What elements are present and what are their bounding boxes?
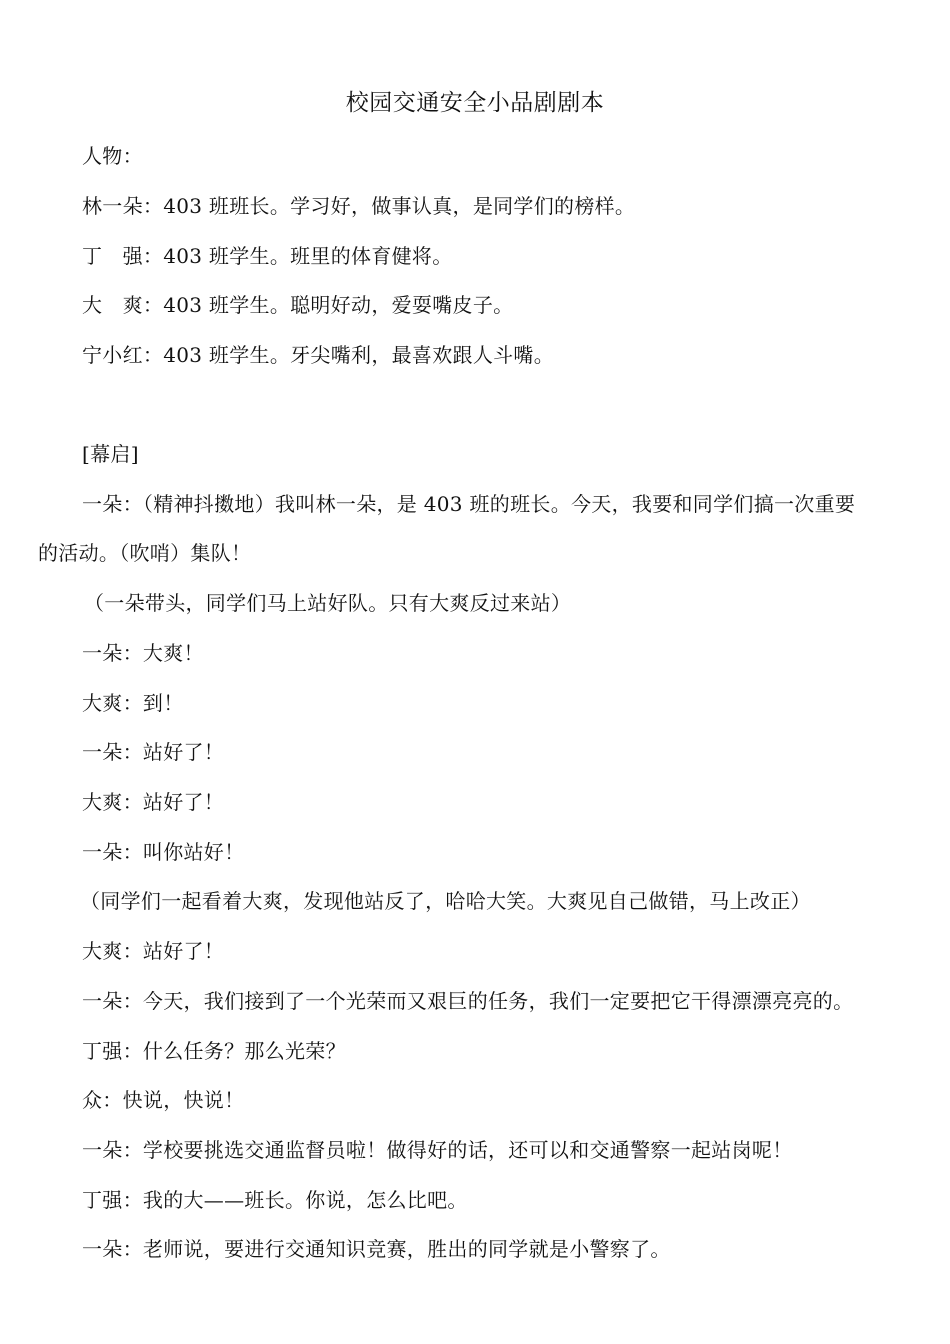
dialogue-continuation: 的活动。（吹哨）集队！ bbox=[38, 541, 252, 565]
character-line: 丁 强：403 班学生。班里的体育健将。 bbox=[82, 244, 453, 268]
dialogue-line: 一朵：大爽！ bbox=[82, 641, 204, 665]
stage-direction: （一朵带头，同学们马上站好队。只有大爽反过来站） bbox=[84, 591, 572, 615]
dialogue-line: 丁强：什么任务？那么光荣？ bbox=[82, 1039, 346, 1063]
character-line: 宁小红：403 班学生。牙尖嘴利，最喜欢跟人斗嘴。 bbox=[82, 343, 555, 367]
dialogue-line: 一朵：叫你站好！ bbox=[82, 840, 245, 864]
dialogue-line: 一朵：（精神抖擞地）我叫林一朵，是 403 班的班长。今天，我要和同学们搞一次重要 bbox=[82, 492, 856, 516]
dialogue-line: 一朵：老师说，要进行交通知识竞赛，胜出的同学就是小警察了。 bbox=[82, 1237, 671, 1261]
stage-direction: （同学们一起看着大爽，发现他站反了，哈哈大笑。大爽见自己做错，马上改正） bbox=[80, 889, 811, 913]
dialogue-line: 大爽：站好了！ bbox=[82, 790, 225, 814]
dialogue-line: 大爽：站好了！ bbox=[82, 939, 225, 963]
character-line: 林一朵：403 班班长。学习好，做事认真，是同学们的榜样。 bbox=[82, 194, 636, 218]
character-line: 大 爽：403 班学生。聪明好动，爱耍嘴皮子。 bbox=[82, 293, 514, 317]
dialogue-line: 一朵：学校要挑选交通监督员啦！做得好的话，还可以和交通警察一起站岗呢！ bbox=[82, 1138, 793, 1162]
dialogue-line: 一朵：站好了！ bbox=[82, 740, 225, 764]
dialogue-line: 丁强：我的大——班长。你说，怎么比吧。 bbox=[82, 1188, 468, 1212]
dialogue-line: 大爽：到！ bbox=[82, 691, 184, 715]
scene-marker: [幕启] bbox=[82, 442, 139, 466]
characters-heading: 人物： bbox=[82, 144, 143, 168]
dialogue-line: 众：快说，快说！ bbox=[82, 1088, 245, 1112]
dialogue-line: 一朵：今天，我们接到了一个光荣而又艰巨的任务，我们一定要把它干得漂漂亮亮的。 bbox=[82, 989, 854, 1013]
document-title: 校园交通安全小品剧剧本 bbox=[345, 90, 605, 116]
